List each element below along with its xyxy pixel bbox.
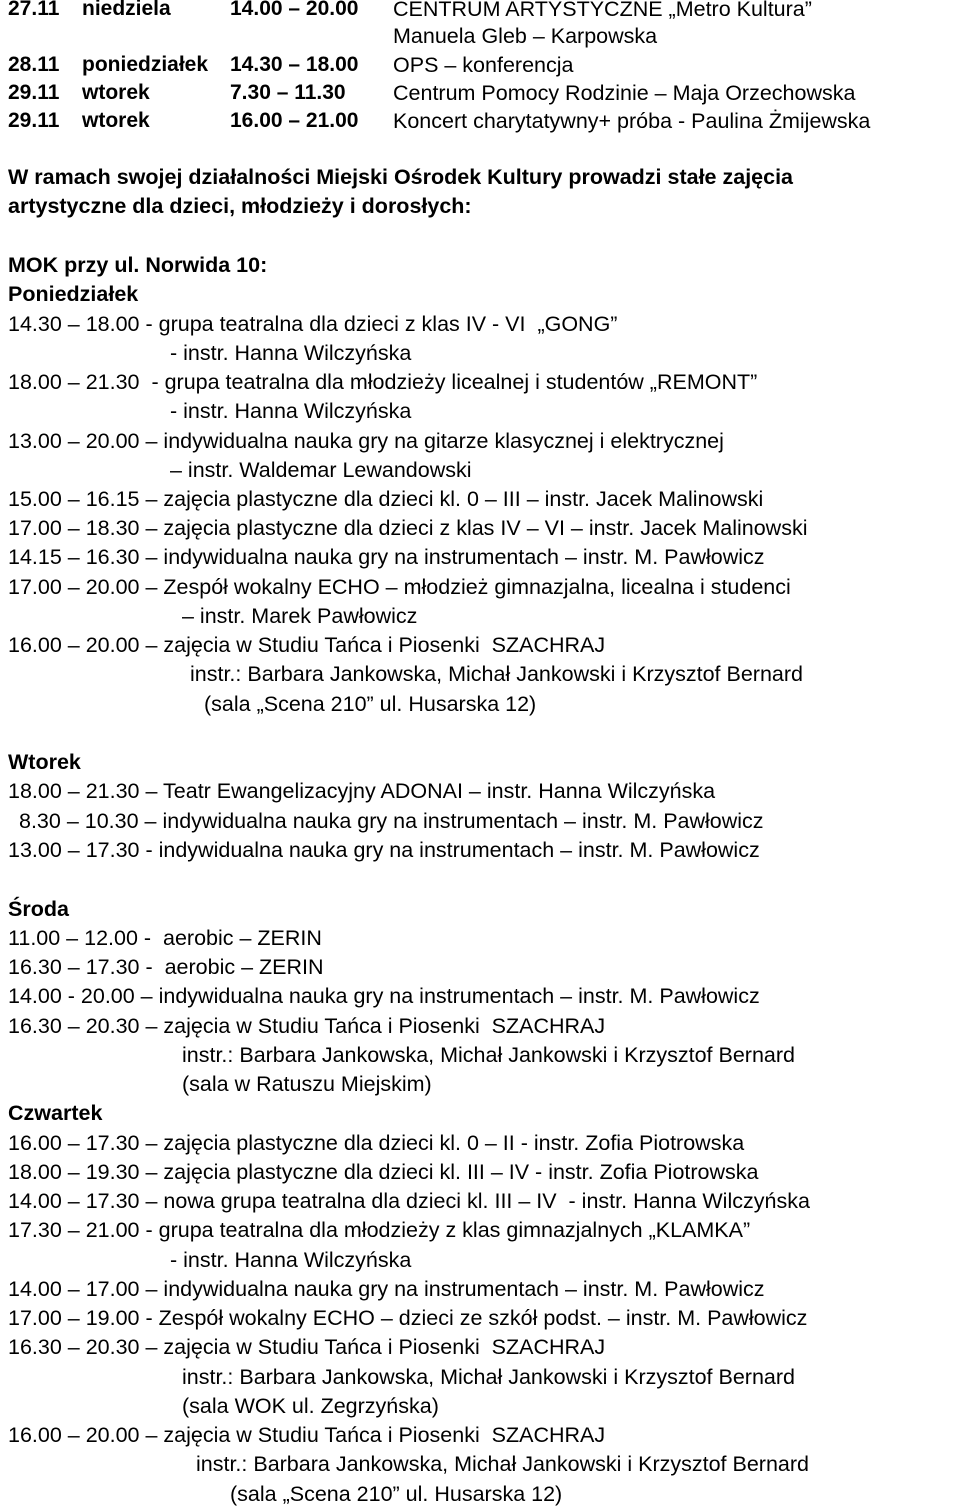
schedule-line: 16.30 – 17.30 - aerobic – ZERIN (8, 955, 324, 979)
schedule-line: 16.00 – 20.00 – zajęcia w Studiu Tańca i Piosenki SZACHRAJ (8, 1423, 606, 1447)
day-heading-monday: Poniedziałek (8, 282, 139, 306)
schedule-line-cont: - instr. Hanna Wilczyńska (170, 399, 412, 423)
event-description: Koncert charytatywny+ próba - Paulina Żmijewska (393, 109, 871, 133)
schedule-line-cont: (sala „Scena 210” ul. Husarska 12) (230, 1482, 563, 1506)
intro-line: artystyczne dla dzieci, młodzieży i dorosłych: (8, 194, 472, 218)
schedule-line: 11.00 – 12.00 - aerobic – ZERIN (8, 926, 322, 950)
event-date: 29.11 (8, 81, 60, 104)
schedule-line: 16.30 – 20.30 – zajęcia w Studiu Tańca i Piosenki SZACHRAJ (8, 1335, 606, 1359)
schedule-line: 8.30 – 10.30 – indywidualna nauka gry na instrumentach – instr. M. Pawłowicz (19, 809, 764, 833)
schedule-line: 17.30 – 21.00 - grupa teatralna dla młodzieży z klas gimnazjalnych „KLAMKA” (8, 1218, 751, 1242)
event-date: 28.11 (8, 53, 60, 76)
schedule-line-cont: – instr. Marek Pawłowicz (182, 604, 418, 628)
schedule-line-cont: instr.: Barbara Jankowska, Michał Jankowski i Krzysztof Bernard (182, 1365, 795, 1389)
schedule-line-cont: instr.: Barbara Jankowska, Michał Jankowski i Krzysztof Bernard (196, 1452, 809, 1476)
schedule-line: 17.00 – 19.00 - Zespół wokalny ECHO – dzieci ze szkół podst. – instr. M. Pawłowicz (8, 1306, 808, 1330)
schedule-line: 18.00 – 21.30 – Teatr Ewangelizacyjny ADONAI – instr. Hanna Wilczyńska (8, 779, 716, 803)
schedule-line: 14.15 – 16.30 – indywidualna nauka gry na instrumentach – instr. M. Pawłowicz (8, 545, 765, 569)
event-description: CENTRUM ARTYSTYCZNE „Metro Kultura” (393, 0, 812, 21)
event-time: 14.30 – 18.00 (230, 53, 359, 76)
schedule-line-cont: - instr. Hanna Wilczyńska (170, 341, 412, 365)
schedule-line-cont: (sala „Scena 210” ul. Husarska 12) (204, 692, 537, 716)
intro-line: W ramach swojej działalności Miejski Ośrodek Kultury prowadzi stałe zajęcia (8, 165, 794, 189)
day-heading-thursday: Czwartek (8, 1101, 103, 1125)
schedule-line: 14.00 – 17.00 – indywidualna nauka gry na instrumentach – instr. M. Pawłowicz (8, 1277, 765, 1301)
schedule-line: 17.00 – 18.30 – zajęcia plastyczne dla dzieci z klas IV – VI – instr. Jacek Malinowski (8, 516, 808, 540)
schedule-line: 17.00 – 20.00 – Zespół wokalny ECHO – młodzież gimnazjalna, licealna i studenci (8, 575, 791, 599)
schedule-line: 14.00 – 17.30 – nowa grupa teatralna dla dzieci kl. III – IV - instr. Hanna Wilczyńska (8, 1189, 810, 1213)
event-date: 27.11 (8, 0, 60, 20)
schedule-line-cont: (sala WOK ul. Zegrzyńska) (182, 1394, 439, 1418)
event-time: 16.00 – 21.00 (230, 109, 359, 132)
event-day: niedziela (82, 0, 171, 20)
event-day: poniedziałek (82, 53, 209, 76)
schedule-line: 14.30 – 18.00 - grupa teatralna dla dzieci z klas IV - VI „GONG” (8, 312, 618, 336)
event-day: wtorek (82, 109, 150, 132)
location-heading: MOK przy ul. Norwida 10: (8, 253, 268, 277)
schedule-line-cont: instr.: Barbara Jankowska, Michał Jankowski i Krzysztof Bernard (190, 662, 803, 686)
schedule-line: 14.00 - 20.00 – indywidualna nauka gry na instrumentach – instr. M. Pawłowicz (8, 984, 760, 1008)
schedule-line-cont: instr.: Barbara Jankowska, Michał Jankowski i Krzysztof Bernard (182, 1043, 795, 1067)
schedule-line: 16.30 – 20.30 – zajęcia w Studiu Tańca i Piosenki SZACHRAJ (8, 1014, 606, 1038)
schedule-line: 16.00 – 20.00 – zajęcia w Studiu Tańca i Piosenki SZACHRAJ (8, 633, 606, 657)
event-time: 7.30 – 11.30 (230, 81, 346, 104)
event-description: Centrum Pomocy Rodzinie – Maja Orzechowska (393, 81, 856, 105)
event-description-cont: Manuela Gleb – Karpowska (393, 24, 658, 48)
schedule-line-cont: – instr. Waldemar Lewandowski (170, 458, 472, 482)
schedule-line-cont: (sala w Ratuszu Miejskim) (182, 1072, 432, 1096)
schedule-line: 15.00 – 16.15 – zajęcia plastyczne dla dzieci kl. 0 – III – instr. Jacek Malinowski (8, 487, 764, 511)
schedule-line: 16.00 – 17.30 – zajęcia plastyczne dla dzieci kl. 0 – II - instr. Zofia Piotrowska (8, 1131, 745, 1155)
schedule-line-cont: - instr. Hanna Wilczyńska (170, 1248, 412, 1272)
event-day: wtorek (82, 81, 150, 104)
event-time: 14.00 – 20.00 (230, 0, 359, 20)
day-heading-tuesday: Wtorek (8, 750, 81, 774)
event-date: 29.11 (8, 109, 60, 132)
schedule-line: 13.00 – 20.00 – indywidualna nauka gry na gitarze klasycznej i elektrycznej (8, 429, 724, 453)
day-heading-wednesday: Środa (8, 897, 69, 921)
schedule-line: 13.00 – 17.30 - indywidualna nauka gry na instrumentach – instr. M. Pawłowicz (8, 838, 760, 862)
schedule-line: 18.00 – 19.30 – zajęcia plastyczne dla dzieci kl. III – IV - instr. Zofia Piotrowska (8, 1160, 759, 1184)
event-description: OPS – konferencja (393, 53, 574, 77)
schedule-line: 18.00 – 21.30 - grupa teatralna dla młodzieży licealnej i studentów „REMONT” (8, 370, 758, 394)
